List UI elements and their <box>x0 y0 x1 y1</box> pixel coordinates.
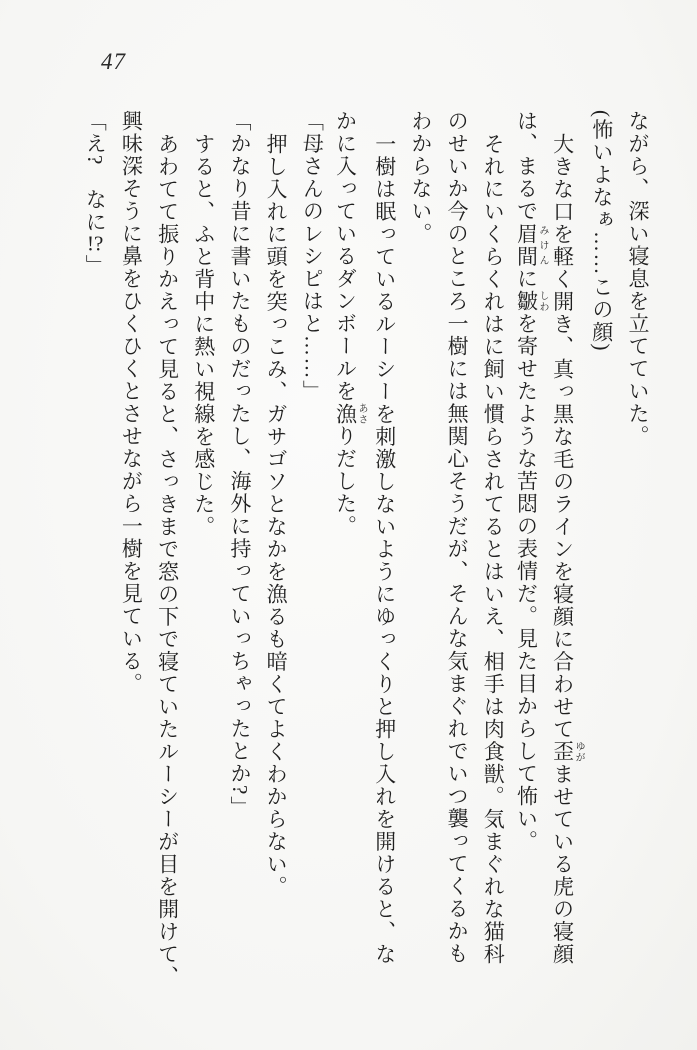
text-line: わからない。 <box>408 110 433 245</box>
text-line: は、まるで眉間みけんに皺しわを寄せたような苦悶の表情だ。見た目からして怖い。 <box>514 110 548 853</box>
text-line: ながら、深い寝息を立てていた。 <box>626 110 650 448</box>
text-line: あわてて振りかえって見ると、さっきまで窓の下で寝ていたルーシーが目を開けて、 <box>155 132 180 988</box>
text-line: のせいか今のところ一樹には無関心そうだが、そんな気まぐれでいつ襲ってくるかも <box>445 110 470 965</box>
text-line: 「かなり昔に書いたものだったし、海外に持っていっちゃったとか?」 <box>227 110 252 819</box>
furigana-ruby: 眉間みけん <box>514 222 548 268</box>
text-line: それにいくらくれはに飼い慣らされてるとはいえ、相手は肉食獣。気まぐれな猫科 <box>481 132 506 965</box>
furigana-ruby: 皺しわ <box>514 290 548 313</box>
text-line: (怖いよなぁ……この顔) <box>589 110 614 352</box>
text-line: 「母さんのレシピはと……」 <box>300 110 325 403</box>
text-line: 「え? なに!?」 <box>83 110 108 277</box>
tate-chu-yoko: !? <box>87 233 104 255</box>
furigana-ruby: 歪ゆが <box>550 740 585 763</box>
text-line: かに入っているダンボールを漁あさりだした。 <box>333 110 367 538</box>
text-line: 大きな口を軽く開き、真っ黒な毛のラインを寝顔に合わせて歪ゆがませている虎の寝顔 <box>550 132 585 965</box>
text-line: 押し入れに頭を突っこみ、ガサゴソとなかを漁るも暗くてよくわからない。 <box>264 132 289 898</box>
furigana-ruby: 漁あさ <box>333 402 367 425</box>
text-line: すると、ふと背中に熱い視線を感じた。 <box>191 132 216 538</box>
text-line: 興味深そうに鼻をひくひくとさせながら一樹を見ている。 <box>119 110 144 695</box>
page-number: 47 <box>101 49 126 74</box>
text-line: 一樹は眠っているルーシーを刺激しないようにゆっくりと押し入れを開けると、な <box>372 132 397 965</box>
page-text <box>77 110 656 994</box>
